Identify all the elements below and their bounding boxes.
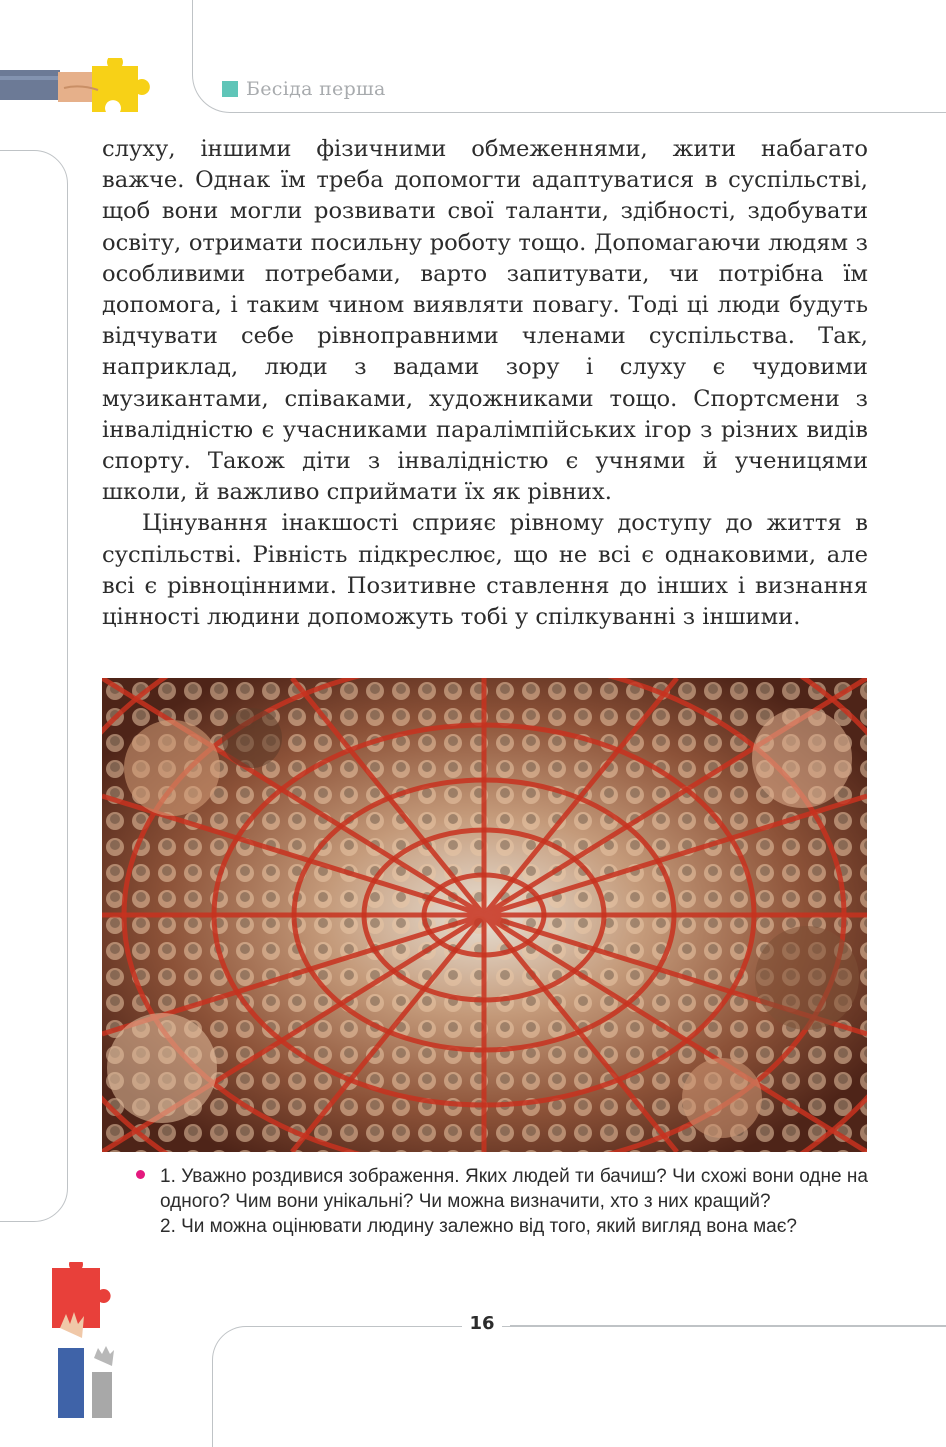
page-frame-left (0, 150, 68, 1222)
faces-collage-graphic (102, 678, 867, 1152)
faces-collage-image (102, 678, 867, 1152)
main-text (102, 134, 868, 633)
paragraph-2: Цінування інакшості сприяє рівному доступу до життя в суспільстві. Рівність підкреслює, що не всі є однаковими, але всі є рівноцінними. Позитивне ставлення до інших і визнання цінності людини допоможуть тобі у спілкуванні з іншими. (102, 510, 868, 631)
page-number-rule (510, 1325, 946, 1327)
page-frame-bottom (212, 1326, 946, 1447)
section-header (222, 76, 386, 102)
question-bullet-icon (136, 1170, 145, 1179)
paragraph-1: слуху, іншими фізичними обмеженнями, жити набагато важче. Однак їм треба допомогти адаптуватися в суспільстві, щоб вони могли розвивати свої таланти, здібності, здобувати освіту, отримати посильну роботу тощо. Допомагаючи людям з особливими потребами, варто запитувати, чи потрібна їм допомога, і таким чином виявляти повагу. Тоді ці люди будуть відчувати себе рівноправними членами суспільства. Так, наприклад, люди з вадами зору і слуху є чудовими музикантами, співаками, художниками тощо. Спортсмени з інвалідністю є учасниками паралімпійських ігор з різних видів спорту. Також діти з інвалідністю є учнями й ученицями школи, й важливо сприймати їх як рівних. (102, 136, 868, 506)
page-number: 16 (462, 1313, 502, 1334)
questions-block (132, 1164, 868, 1239)
section-marker-icon (222, 81, 238, 97)
hand-puzzle-illustration (0, 58, 160, 118)
section-title: Бесіда перша (246, 78, 386, 100)
hands-puzzle-illustration (40, 1262, 130, 1418)
question-2: 2. Чи можна оцінювати людину залежно від того, який вигляд вона має? (160, 1216, 797, 1237)
question-1: 1. Уважно роздивися зображення. Яких людей ти бачиш? Чи схожі вони одне на одного? Чим вони унікальні? Чи можна визначити, хто з них кращий? (160, 1166, 868, 1212)
